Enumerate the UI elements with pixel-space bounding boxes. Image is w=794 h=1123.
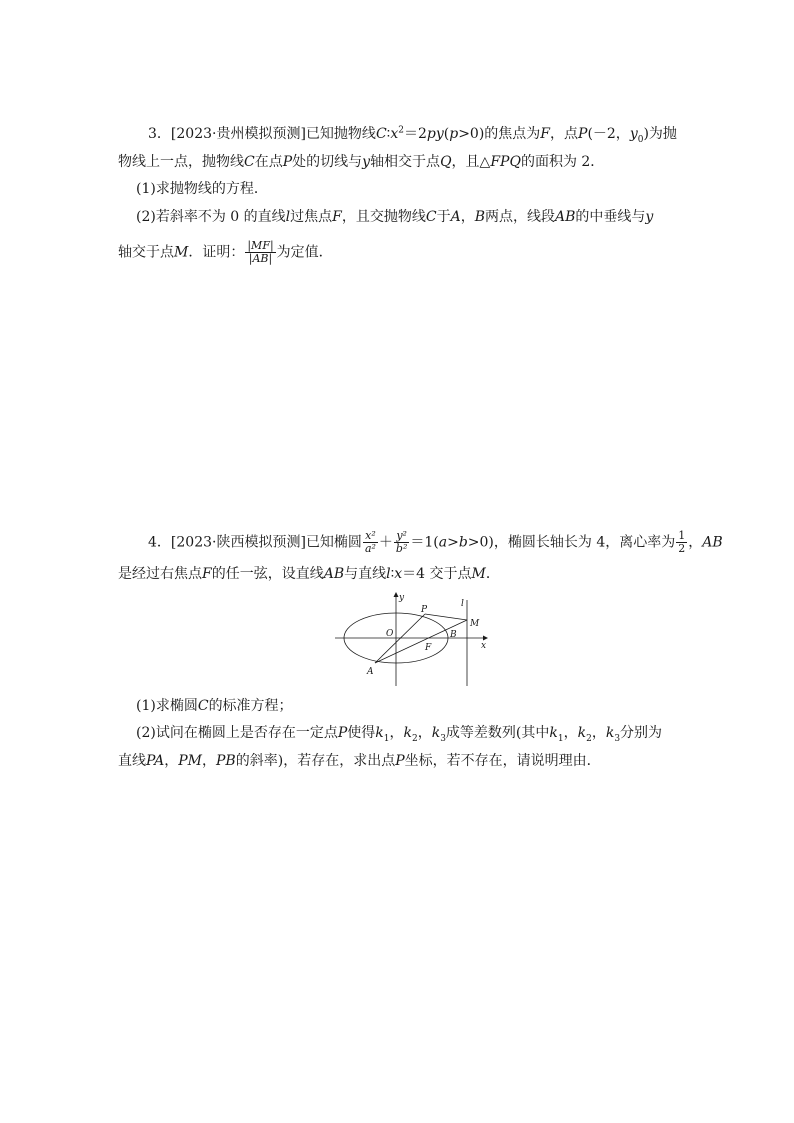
text: 两点，线段 (484, 209, 555, 225)
var: M (471, 566, 486, 582)
text: ． (485, 566, 500, 582)
var: x (390, 126, 399, 142)
problem3-question1 (136, 179, 268, 199)
fraction-mf-ab (245, 240, 275, 265)
var: py (426, 126, 444, 142)
text: 的面积为 2． (520, 154, 605, 170)
var: C (197, 698, 209, 714)
text: 过焦点 (290, 209, 333, 225)
var: A (450, 209, 461, 225)
fraction-numerator: 1 (678, 529, 686, 542)
line-am (375, 620, 467, 663)
text: ＝1( (410, 534, 439, 551)
text: 坐标，若不存在，请说明理由． (404, 753, 601, 769)
var: k (403, 725, 412, 741)
problem-number: 4． (148, 534, 171, 551)
text: (2)若斜率不为 0 的直线 (136, 209, 286, 225)
x-axis-arrow (483, 636, 488, 641)
label-y: y (399, 593, 405, 603)
text: 直线 (118, 753, 146, 769)
var: C (375, 126, 387, 142)
text: ， (563, 725, 578, 741)
text: ．证明： (188, 244, 245, 261)
var: F (540, 126, 551, 142)
problem4-question2-line2 (118, 751, 601, 771)
var: P (282, 154, 293, 170)
var: k (577, 725, 587, 741)
text: ， (591, 725, 606, 741)
label-m: M (470, 619, 480, 629)
text: 是经过右焦点 (118, 566, 202, 582)
text: 使得 (347, 725, 376, 741)
fraction-half (676, 530, 687, 555)
var: k (431, 725, 441, 741)
text: 成等差数列(其中 (445, 725, 550, 741)
text: (2)试问在椭圆上是否存在一定点 (136, 725, 338, 741)
text: ∶ (386, 126, 391, 142)
text: >0)，椭圆长轴长为 4，离心率为 (467, 534, 676, 551)
ellipse-diagram-svg (333, 590, 493, 690)
text: ，且△ (451, 154, 491, 170)
problem-number: 3． (148, 126, 171, 142)
var: FPQ (490, 154, 521, 170)
var: M (174, 244, 189, 261)
var: b (458, 534, 468, 551)
var: k (605, 725, 615, 741)
var: B (474, 209, 485, 225)
var: Q (440, 154, 452, 170)
text: ∶ (390, 566, 395, 582)
problem4-line1 (148, 530, 723, 555)
var: F (202, 566, 212, 582)
var: l (386, 566, 391, 582)
text: 为定值． (276, 244, 333, 261)
var: a (438, 534, 448, 551)
text: 在点 (254, 154, 283, 170)
text: 的任一弦，设直线 (211, 566, 324, 582)
fraction-x2-a2 (363, 530, 378, 555)
fraction-y2-b2 (394, 530, 409, 555)
text: 已知抛物线 (305, 126, 376, 142)
text: 的中垂线与 (575, 209, 646, 225)
text: ， (688, 534, 703, 551)
text: 处的切线与 (292, 154, 363, 170)
subscript: 1 (383, 733, 390, 744)
problem3-question2-line2 (118, 240, 333, 265)
label-b: B (450, 630, 457, 640)
var: y (362, 154, 371, 170)
problem-source: [2023·贵州模拟预测] (170, 126, 306, 142)
var: F (332, 209, 342, 225)
text: 轴交于点 (118, 244, 174, 261)
subscript: 2 (586, 733, 592, 744)
text: ＝4 交于点 (402, 566, 472, 582)
var: AB (554, 209, 576, 225)
text: 的标准方程； (208, 698, 293, 714)
text: ＋ (378, 534, 393, 551)
fraction-denominator: |AB| (248, 252, 273, 265)
var: PM (178, 753, 203, 769)
var: k (375, 725, 384, 741)
var: P (578, 126, 588, 142)
var: y (629, 126, 638, 142)
text: ， (164, 753, 179, 769)
y-axis-arrow (394, 592, 399, 597)
exponent: 2 (398, 125, 404, 136)
var: k (549, 725, 558, 741)
fraction-denominator: a² (364, 542, 376, 555)
var: PB (216, 753, 236, 769)
var: AB (323, 566, 345, 582)
fraction-numerator: |MF| (247, 239, 274, 252)
text: 与直线 (344, 566, 387, 582)
subscript: 0 (637, 134, 644, 145)
text: ( (443, 126, 450, 142)
var: P (337, 725, 348, 741)
var: C (244, 154, 255, 170)
problem3-line2 (118, 152, 604, 172)
var: y (645, 209, 654, 225)
text: 于 (436, 209, 451, 225)
line-pm (425, 614, 467, 620)
label-p: P (421, 605, 428, 615)
problem3-question2-line1 (136, 207, 653, 227)
subscript: 2 (411, 733, 418, 744)
text: (1)求椭圆 (136, 698, 198, 714)
text: ， (460, 209, 475, 225)
text: ，且交抛物线 (341, 209, 426, 225)
subscript: 3 (440, 733, 446, 744)
text: >0)的焦点为 (458, 126, 541, 142)
problem4-question1 (136, 696, 293, 716)
text: (1)求抛物线的方程． (136, 181, 268, 197)
problem4-question2-line1 (136, 723, 662, 743)
problem4-line2 (118, 564, 500, 584)
problem3-line1 (148, 124, 677, 144)
text: ， (417, 725, 432, 741)
var: p (449, 126, 459, 142)
text: (－2， (587, 126, 630, 142)
label-f: F (425, 643, 432, 653)
text: > (447, 534, 459, 551)
text: ， (389, 725, 404, 741)
var: C (425, 209, 437, 225)
label-l: l (461, 599, 464, 609)
fraction-denominator: b² (395, 542, 408, 555)
text: 物线上一点，抛物线 (118, 154, 244, 170)
text: )为抛 (643, 126, 677, 142)
problem-source: [2023·陕西模拟预测] (170, 534, 306, 551)
text: 分别为 (620, 725, 663, 741)
fraction-numerator: x² (363, 530, 378, 543)
var: P (395, 753, 405, 769)
subscript: 3 (614, 733, 621, 744)
text: 轴相交于点 (370, 154, 441, 170)
var: l (285, 209, 291, 225)
line-ap (375, 614, 425, 663)
fraction-denominator: 2 (678, 542, 686, 555)
label-a: A (367, 667, 374, 677)
text: 的斜率)，若存在，求出点 (235, 753, 396, 769)
var: AB (702, 534, 723, 551)
label-o: O (386, 629, 394, 639)
ellipse-diagram (333, 590, 493, 690)
fraction-numerator: y² (394, 530, 409, 543)
var: PA (146, 753, 165, 769)
text: ＝2 (403, 126, 427, 142)
text: 已知椭圆 (305, 534, 362, 551)
text: ， (202, 753, 217, 769)
label-x: x (481, 641, 487, 651)
var: x (394, 566, 403, 582)
text: ，点 (550, 126, 579, 142)
subscript: 1 (557, 733, 564, 744)
